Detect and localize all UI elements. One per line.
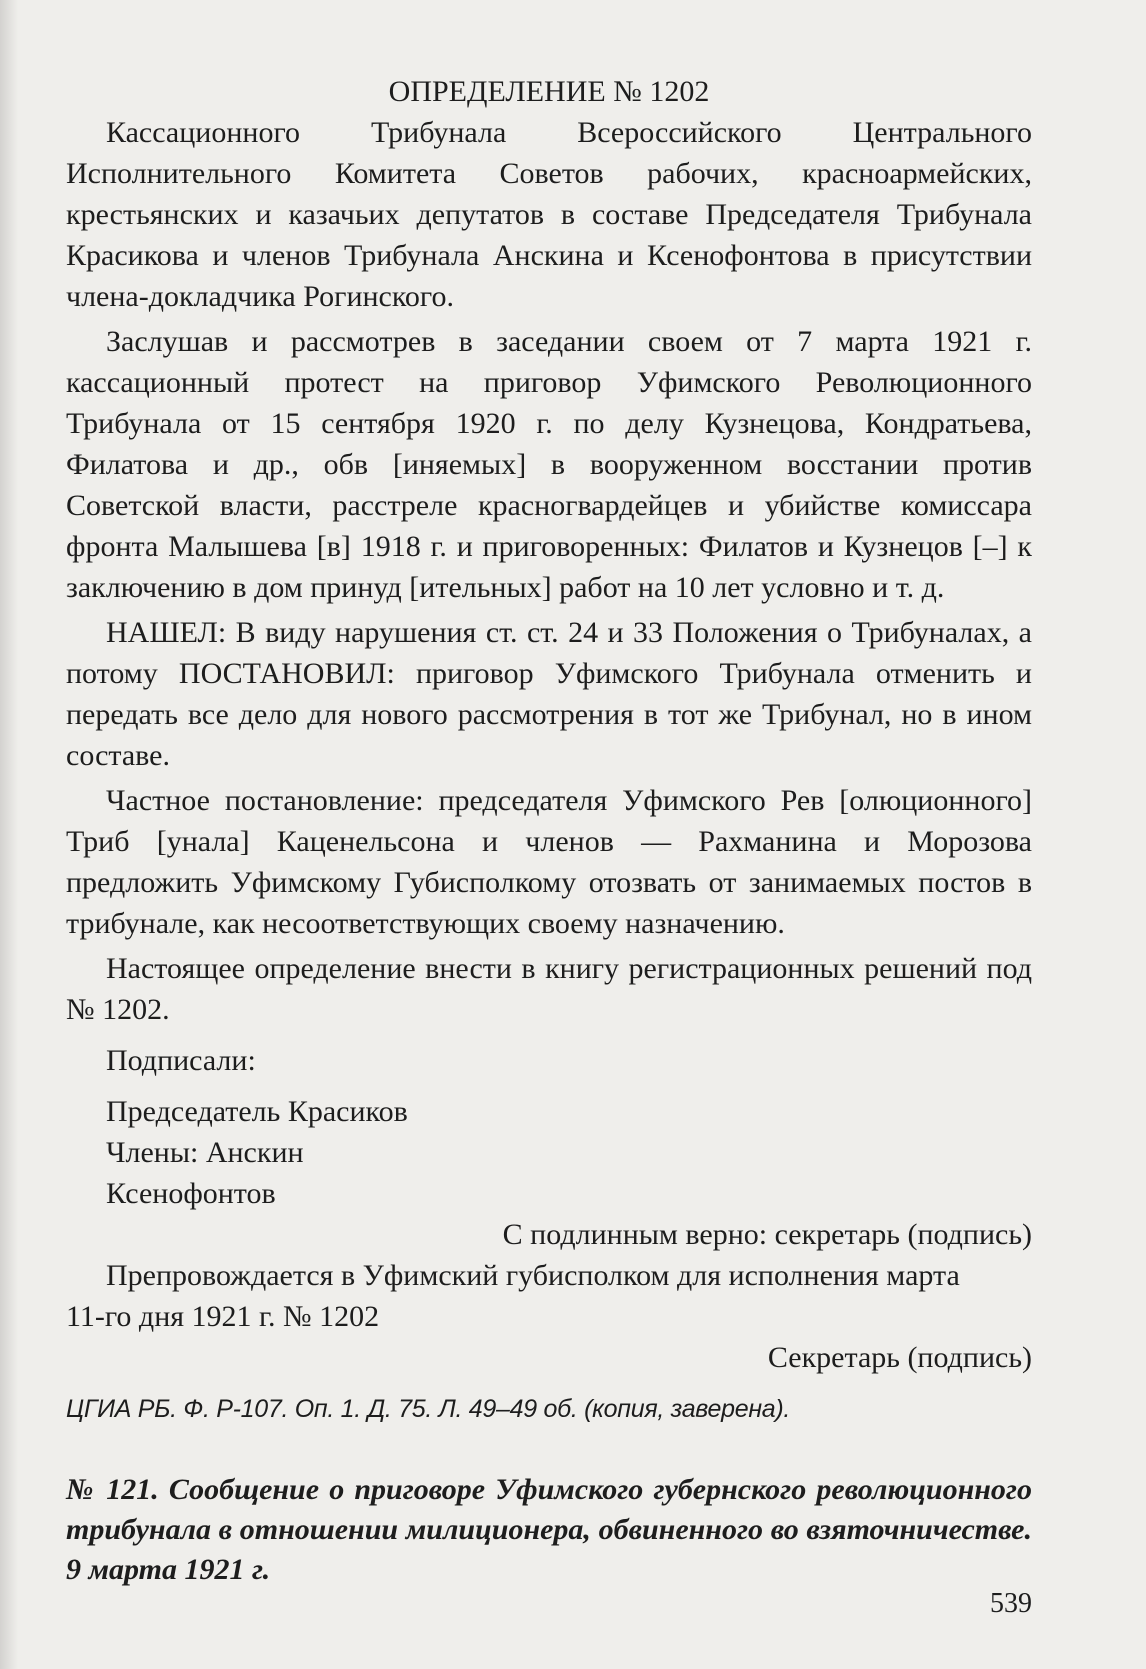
chairman-signature: Председатель Красиков [106,1095,408,1128]
next-document-heading: № 121. Сообщение о приговоре Уфимского губернского революционного трибунала в отношении милиционера, обвиненного во взяточничестве. 9 марта 1921 г. [66,1473,1032,1586]
paragraph-private-ruling: Частное постановление: председателя Уфимского Рев [олюционного] Триб [унала] Каценельсона и членов — Рахманина и Морозова предложить Уфимскому Губисполкому отозвать от занимаемых постов в трибунале, как несоответствующих своему назначению. [66,784,1032,940]
paragraph-court-composition: Кассационного Трибунала Всероссийского Центрального Исполнительного Комитета Советов рабочих, красноармейских, крестьянских и казачьих депутатов в составе Председателя Трибунала Красикова и членов Трибунала Анскина и Ксенофонтова в присутствии члена-докладчика Рогинского. [66,116,1032,313]
page-edge-shadow [0,0,18,1669]
paragraph-registration: Настоящее определение внести в книгу регистрационных решений под № 1202. [66,952,1032,1026]
paragraph-case-review: Заслушав и рассмотрев в заседании своем от 7 марта 1921 г. кассационный протест на приговор Уфимского Революционного Трибунала от 15 сентября 1920 г. по делу Кузнецова, Кондратьева, Филатова и др., обв [иняемых] в вооруженном восстании против Советской власти, расстреле красногвардейцев и убийстве комиссара фронта Малышева [в] 1918 г. и приговоренных: Филатов и Кузнецов [–] к заключению в дом принуд [ительных] работ на 10 лет условно и т. д. [66,325,1032,604]
forwarding-date: 11-го дня 1921 г. № 1202 [66,1300,380,1333]
member-2-signature: Ксенофонтов [106,1177,276,1210]
document-title: ОПРЕДЕЛЕНИЕ № 1202 [388,75,710,108]
certified-copy-note: С подлинным верно: секретарь (подпись) [502,1218,1032,1251]
paragraph-ruling: НАШЕЛ: В виду нарушения ст. ст. 24 и 33 Положения о Трибуналах, а потому ПОСТАНОВИЛ: приговор Уфимского Трибунала отменить и передать все дело для нового рассмотрения в тот же Трибунал, но в ином составе. [66,616,1032,772]
forwarding-note: Препровождается в Уфимский губисполком для исполнения марта [106,1259,960,1292]
members-signature: Члены: Анскин [106,1136,304,1169]
secretary-signature: Секретарь (подпись) [767,1341,1032,1374]
signed-label: Подписали: [106,1044,256,1077]
archive-source-reference: ЦГИА РБ. Ф. Р-107. Оп. 1. Д. 75. Л. 49–49 об. (копия, заверена). [66,1395,791,1423]
page-number: 539 [990,1588,1032,1619]
signatures-block [66,1040,1032,1378]
